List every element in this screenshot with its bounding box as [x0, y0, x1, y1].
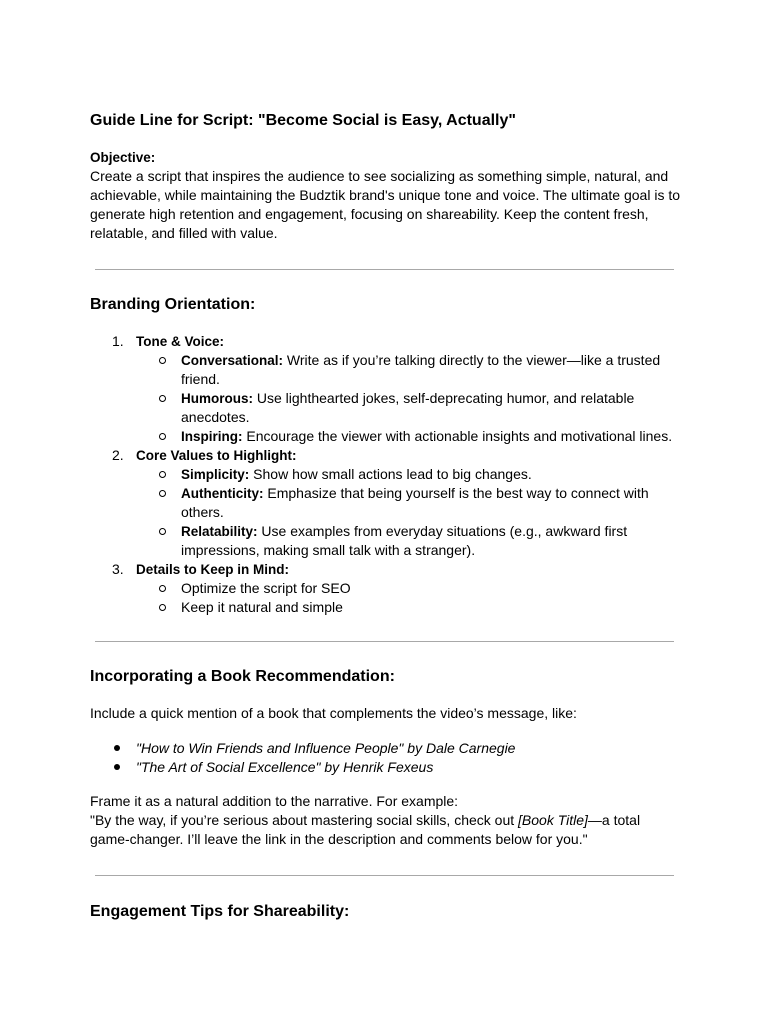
- sub-list-item: [90, 427, 680, 446]
- list-item-title: Details to Keep in Mind:: [136, 562, 290, 577]
- sub-list-item: [90, 522, 680, 560]
- example-placeholder: [Book Title]: [518, 812, 588, 828]
- sub-list-item: [90, 389, 680, 427]
- list-item-title: Tone & Voice:: [136, 334, 225, 349]
- objective-text: Create a script that inspires the audience to see socializing as something simple, natural, and achievable, while maintaining the Budztik brand's unique tone and voice. The ultimate goal is to generate high retention and engagement, focusing on shareability. Keep the content fresh, relatable, and filled with value.: [90, 168, 681, 241]
- sub-item-text: Show how small actions lead to big changes.: [249, 466, 532, 482]
- sub-list-item: [90, 351, 680, 389]
- circle-bullet-icon: [159, 604, 166, 611]
- example-block: [90, 792, 680, 849]
- document-title: Guide Line for Script: "Become Social is Easy, Actually": [90, 112, 516, 129]
- frame-line: Frame it as a natural addition to the narrative. For example:: [90, 793, 459, 809]
- circle-bullet-icon: [159, 433, 166, 440]
- branding-list: [90, 332, 680, 617]
- sub-item-label: Relatability:: [181, 524, 258, 539]
- divider: [95, 641, 674, 642]
- example-quote: [90, 811, 680, 849]
- sub-item-label: Conversational:: [181, 353, 284, 368]
- circle-bullet-icon: [159, 471, 166, 478]
- book-title: "The Art of Social Excellence" by Henrik Fexeus: [136, 759, 434, 775]
- list-item: [90, 332, 680, 446]
- example-text-end: —a total game-changer. I’ll leave the link in the description and comments below for you.": [90, 812, 641, 847]
- book-intro-text: Include a quick mention of a book that complements the video’s message, like:: [90, 705, 577, 721]
- example-text-start: "By the way, if you’re serious about mastering social skills, check out: [90, 812, 519, 828]
- book-list: [90, 739, 680, 777]
- sub-item-label: Inspiring:: [181, 429, 243, 444]
- sub-list-item: [90, 579, 680, 598]
- sub-item-text: Keep it natural and simple: [181, 599, 343, 615]
- circle-bullet-icon: [159, 357, 166, 364]
- sub-item-label: Simplicity:: [181, 467, 250, 482]
- list-number: 3.: [112, 561, 124, 577]
- list-number: 2.: [112, 447, 124, 463]
- sub-item-text: Use examples from everyday situations (e.g., awkward first impressions, making small talk with a stranger).: [181, 523, 628, 558]
- objective-label: Objective:: [90, 150, 156, 165]
- objective-section: [90, 148, 680, 243]
- list-number: 1.: [112, 333, 124, 349]
- book-heading: Incorporating a Book Recommendation:: [90, 668, 395, 685]
- bullet-icon: [114, 745, 120, 751]
- sub-list-item: [90, 465, 680, 484]
- divider: [95, 269, 674, 270]
- sub-item-text: Write as if you’re talking directly to the viewer—like a trusted friend.: [181, 352, 661, 387]
- list-item: [90, 560, 680, 617]
- branding-heading: Branding Orientation:: [90, 296, 256, 313]
- sub-item-text: Use lighthearted jokes, self-deprecating humor, and relatable anecdotes.: [181, 390, 635, 425]
- circle-bullet-icon: [159, 490, 166, 497]
- list-item: [90, 446, 680, 560]
- sub-item-label: Authenticity:: [181, 486, 264, 501]
- sub-item-label: Humorous:: [181, 391, 253, 406]
- circle-bullet-icon: [159, 528, 166, 535]
- sub-item-text: Optimize the script for SEO: [181, 580, 351, 596]
- bullet-icon: [114, 764, 120, 770]
- book-title: "How to Win Friends and Influence People" by Dale Carnegie: [136, 740, 516, 756]
- sub-item-text: Emphasize that being yourself is the best way to connect with others.: [181, 485, 649, 520]
- sub-list-item: [90, 484, 680, 522]
- engagement-heading: Engagement Tips for Shareability:: [90, 903, 350, 920]
- list-item-title: Core Values to Highlight:: [136, 448, 297, 463]
- sub-item-text: Encourage the viewer with actionable insights and motivational lines.: [242, 428, 673, 444]
- divider: [95, 875, 674, 876]
- list-item: [90, 758, 680, 777]
- sub-list-item: [90, 598, 680, 617]
- circle-bullet-icon: [159, 585, 166, 592]
- list-item: [90, 739, 680, 758]
- circle-bullet-icon: [159, 395, 166, 402]
